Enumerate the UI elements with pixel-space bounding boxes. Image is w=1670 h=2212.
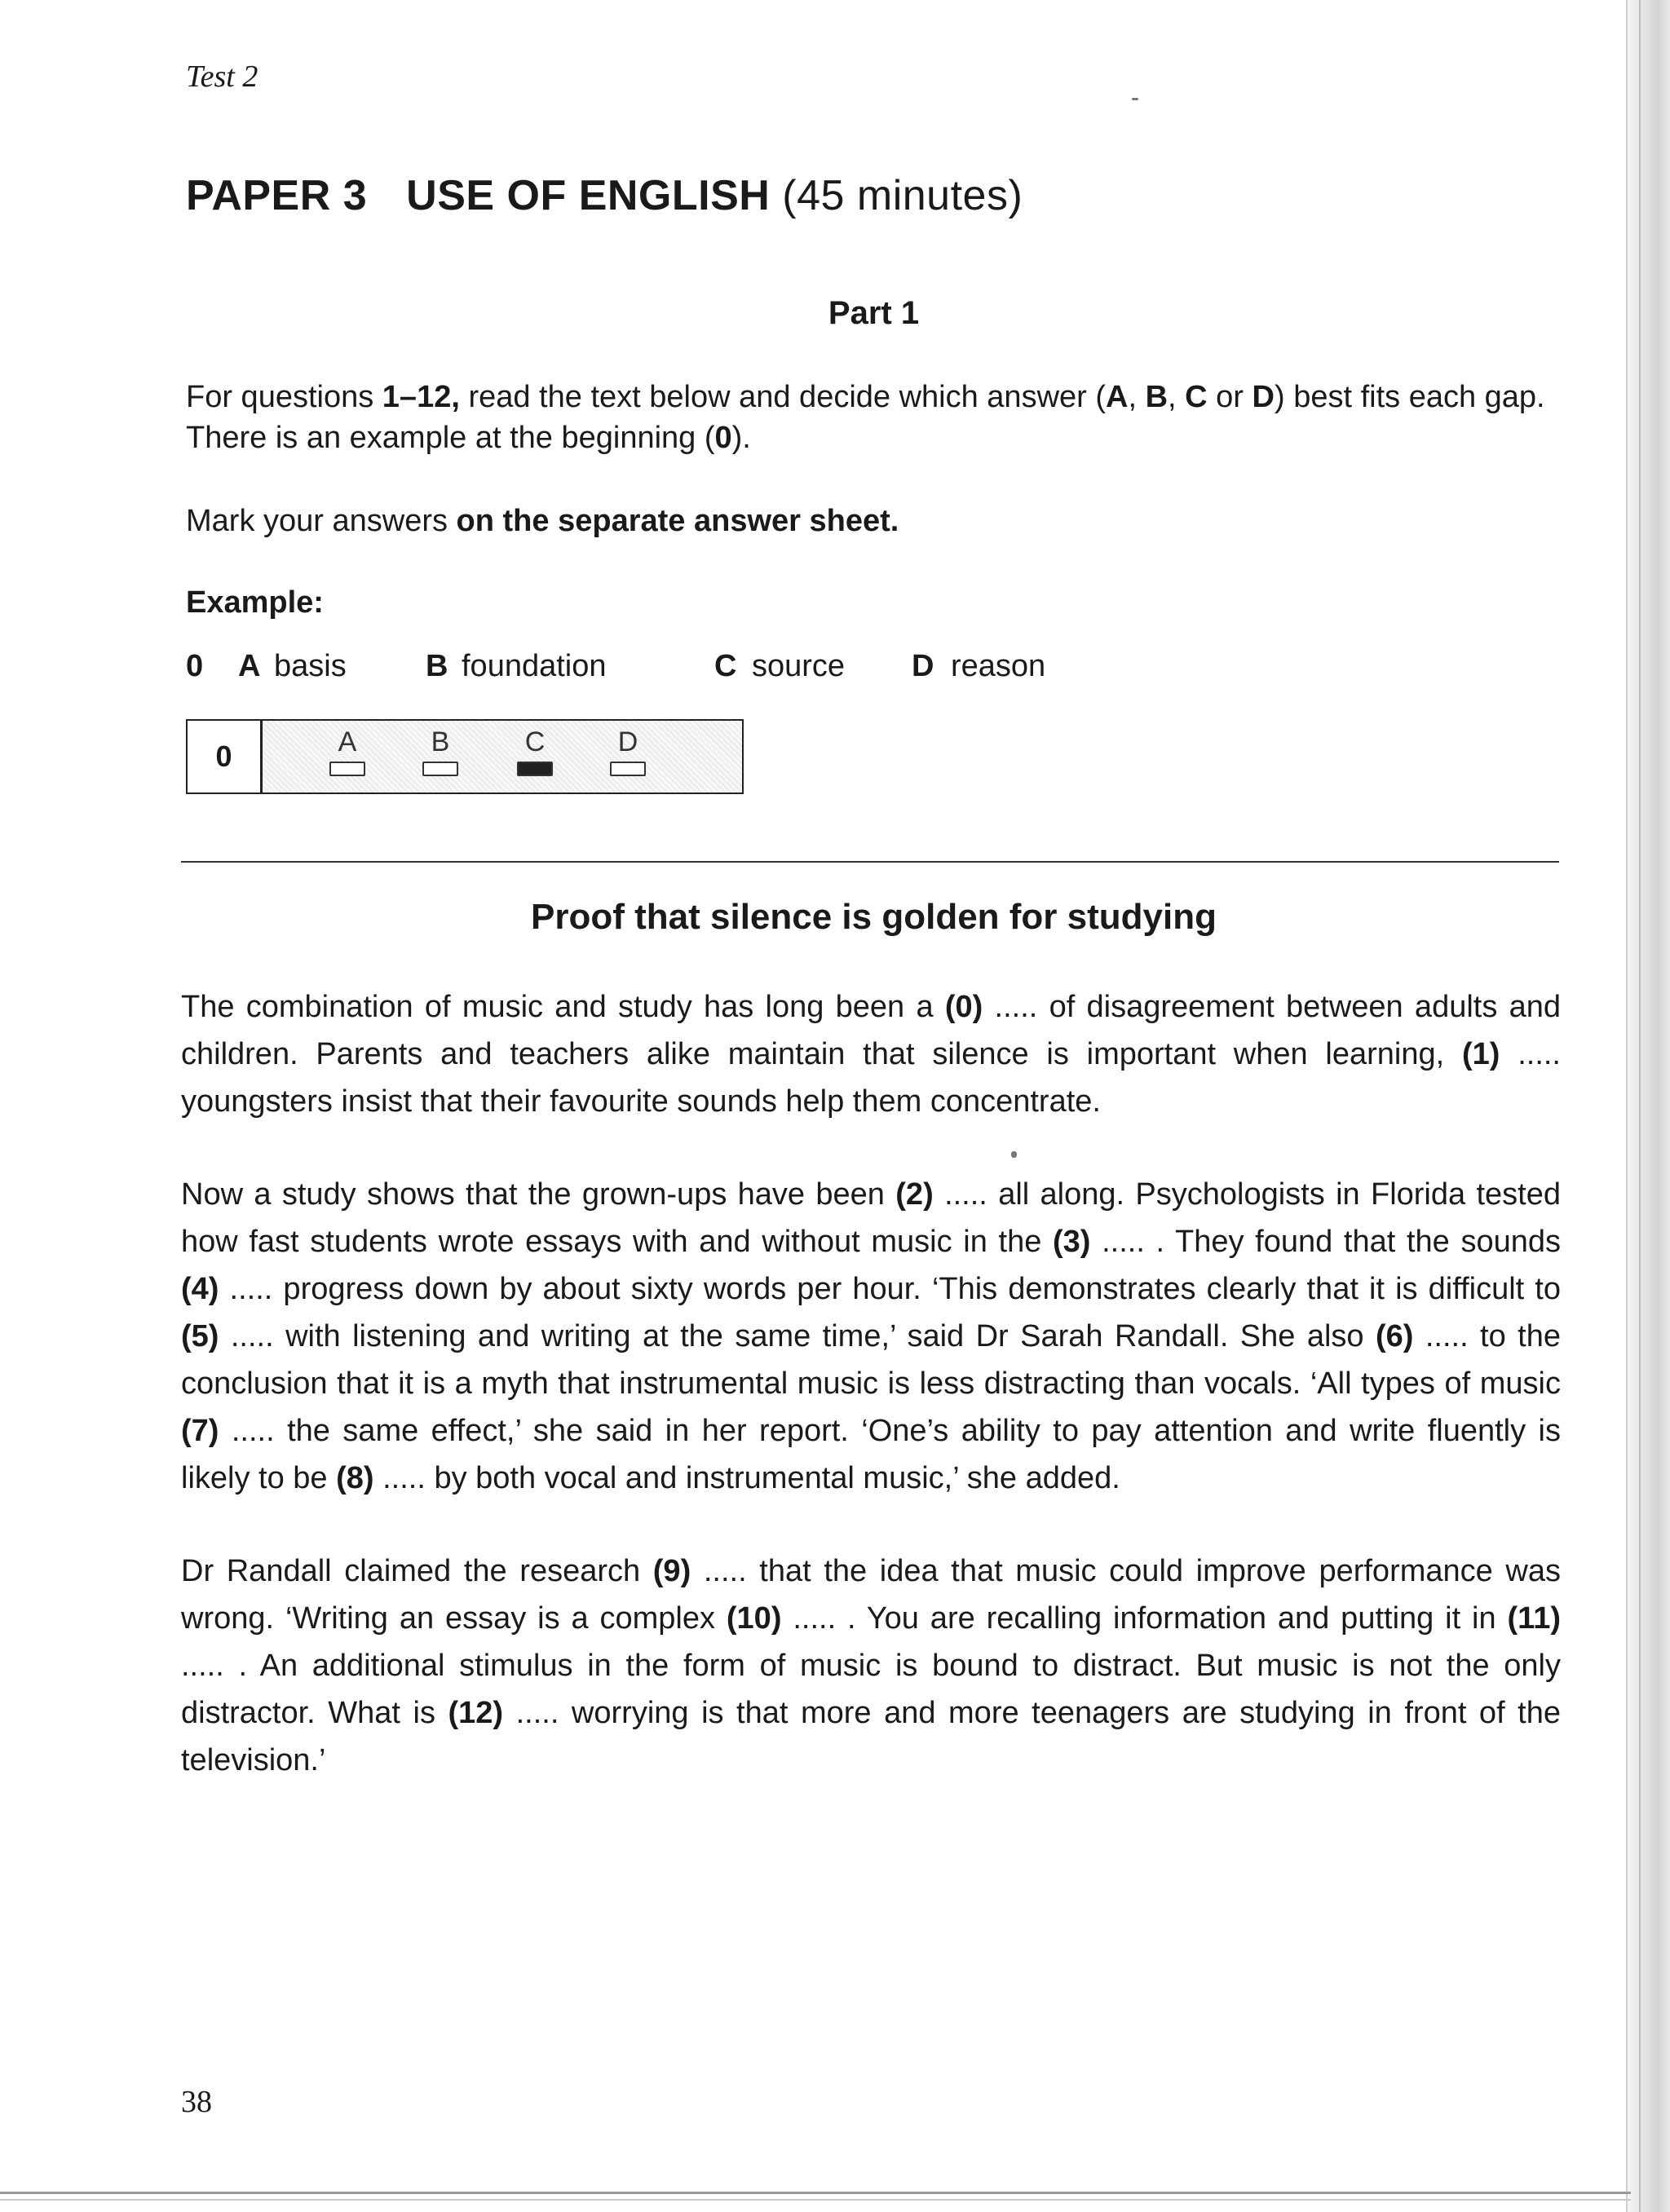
answer-box-options [263,721,742,793]
scan-speck [1132,98,1138,100]
section-divider [181,861,1559,863]
example-option-letter: D [912,649,934,683]
gap-number: (9) [652,1554,691,1588]
mark-answers-instruction: Mark your answers on the separate answer sheet. [186,504,899,538]
example-option-letter: C [714,649,737,683]
gap-number: (1) [1461,1037,1500,1071]
answer-option-b [416,726,465,776]
example-option-word: source [752,649,846,683]
gap-number: (8) [336,1461,374,1495]
page-number: 38 [181,2085,212,2119]
running-head: Test 2 [186,60,258,94]
gap-number: (0) [944,990,983,1024]
answer-option-letter: B [431,726,450,757]
part-heading: Part 1 [828,295,920,331]
passage-paragraph-3: Dr Randall claimed the research (9) ..... that the idea that music could improve performance was wrong. ‘Writing an essay is a complex (10) ..... . You are recalling information and putting it in (11) ..... . An additional stimulus in the form of music is bound to distract. But music is not the only distractor. What is (12) ..... worrying is that more and more teenagers are studying in front of the television.’ [181,1554,1562,1777]
example-answer-box [186,719,744,794]
gap-number: (3) [1052,1225,1091,1259]
passage-paragraph-1: The combination of music and study has long been a (0) ..... of disagreement between adults and children. Parents and teachers alike maintain that silence is important when learning, (1) ..... youngsters insist that their favourite sounds help them concentrate. [181,990,1561,1119]
example-option-word: reason [951,649,1046,683]
gap-number: (2) [895,1177,934,1212]
answer-box-number: 0 [188,721,263,793]
example-option-letter: A [238,649,261,683]
gap-number: (6) [1375,1319,1414,1353]
page-bottom-edge [0,2192,1631,2194]
answer-bubble-empty [610,762,646,776]
example-number: 0 [186,649,204,683]
paper-duration: (45 minutes) [782,172,1023,219]
gap-number: (4) [181,1272,219,1306]
paper-number: PAPER 3 [186,172,368,219]
answer-option-d [603,726,652,776]
gap-number: (5) [181,1319,219,1353]
passage-text [181,983,1561,1830]
answer-bubble-filled [517,762,553,776]
gap-number: (10) [726,1601,782,1636]
instructions: For questions 1–12, read the text below and decide which answer (A, B, C or D) best fits each gap. There is an example at the beginning (0). [186,380,1545,455]
answer-option-c [510,726,559,776]
example-option-letter: B [426,649,448,683]
answer-option-letter: A [338,726,357,757]
paper-subject: USE OF ENGLISH [406,172,771,219]
example-option-word: basis [274,649,347,683]
passage-paragraph-2: Now a study shows that the grown-ups have been (2) ..... all along. Psychologists in Florida tested how fast students wrote essays with and without music in the (3) ..... . They found that the sounds (4) ..... progress down by about sixty words per hour. ‘This demonstrates clearly that it is difficult to (5) ..... with listening and writing at the same time,’ said Dr Sarah Randall. She also (6) ..... to the conclusion that it is a myth that instrumental music is less distracting than vocals. ‘All types of music (7) ..... the same effect,’ she said in her report. ‘One’s ability to pay attention and write fluently is likely to be (8) ..... by both vocal and instrumental music,’ she added. [181,1177,1561,1495]
gap-number: (7) [181,1414,219,1448]
answer-option-letter: D [617,726,638,757]
gap-number: (11) [1507,1601,1562,1636]
answer-option-letter: C [524,726,546,757]
answer-option-a [323,726,372,776]
example-label: Example: [186,585,324,620]
page-bottom-edge-shadow [0,2199,1631,2201]
example-option-word: foundation [462,649,607,683]
example-options [186,649,1045,684]
paper-title [186,171,1023,220]
answer-bubble-empty [422,762,458,776]
answer-bubble-empty [329,762,365,776]
gap-number: (12) [448,1696,504,1730]
passage-title: Proof that silence is golden for studying [531,897,1217,937]
